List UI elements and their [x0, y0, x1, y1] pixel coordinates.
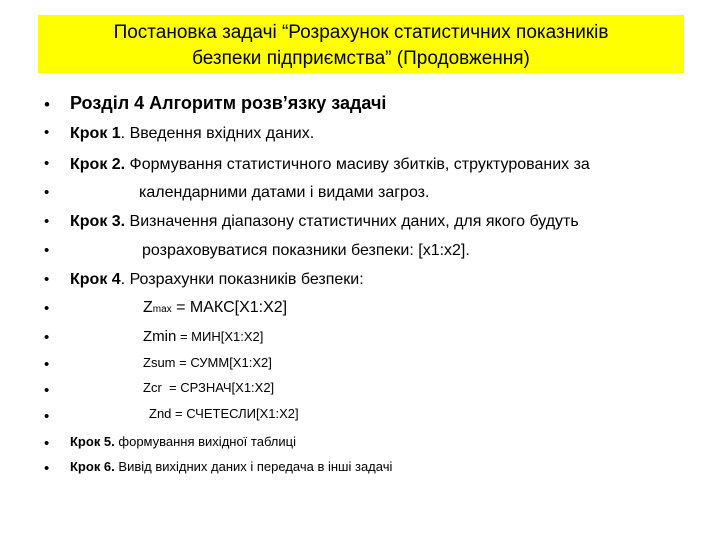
formula-zmax-subscript: max: [152, 304, 172, 315]
step-1-label: Крок 1: [70, 125, 121, 142]
formula-zmin-expr: = МИН[X1:X2]: [176, 329, 264, 344]
bullet-icon: •: [44, 271, 50, 288]
step-4: [70, 270, 364, 289]
step-6-label: Крок 6.: [70, 459, 115, 474]
title-line-1: Постановка задачі “Розрахунок статистичних показників: [113, 22, 609, 43]
bullet-icon: •: [44, 382, 50, 399]
step-3-text: Визначення діапазону статистичних даних, для якого будуть: [125, 213, 579, 230]
step-5-label: Крок 5.: [70, 434, 115, 449]
step-2-label: Крок 2.: [70, 156, 126, 173]
bullet-icon: •: [44, 408, 50, 425]
formula-zmax-var: Z: [143, 299, 153, 316]
step-5: [70, 434, 296, 450]
step-4-text: . Розрахунки показників безпеки:: [120, 271, 364, 288]
formula-zsum: Zsum = СУММ[X1:X2]: [143, 355, 272, 370]
title-line-2: безпеки підприємства” (Продовження): [192, 48, 530, 69]
section-heading: Розділ 4 Алгоритм розв’язку задачі: [70, 93, 387, 113]
step-4-label: Крок 4: [70, 271, 121, 288]
step-1: [70, 124, 314, 143]
bullet-icon: •: [44, 184, 50, 201]
bullet-icon: •: [44, 300, 50, 317]
step-2-continuation: календарними датами і видами загроз.: [139, 184, 430, 201]
bullet-icon: •: [44, 329, 50, 346]
step-2-text: Формування статистичного масиву збитків, структурованих за: [125, 156, 590, 173]
step-2: [70, 155, 590, 174]
formula-znd: Znd = СЧЕТЕСЛИ[X1:X2]: [149, 406, 299, 421]
bullet-icon: •: [44, 213, 50, 230]
bullet-icon: •: [44, 460, 50, 477]
step-3-label: Крок 3.: [70, 213, 126, 230]
step-5-text: формування вихідної таблиці: [114, 434, 296, 449]
bullet-icon: •: [44, 356, 50, 373]
formula-zmin: [143, 328, 263, 346]
step-1-text: . Введення вхідних даних.: [120, 125, 315, 142]
step-6: [70, 459, 392, 475]
step-3: [70, 212, 579, 231]
title-banner: [38, 15, 684, 73]
formula-zmax-expr: = МАКС[X1:X2]: [171, 299, 288, 316]
bullet-icon: •: [44, 155, 50, 172]
bullet-icon: •: [44, 435, 50, 452]
formula-zmin-var: Zmin: [143, 328, 177, 345]
step-6-text: Вивід вихідних даних і передача в інші задачі: [114, 459, 393, 474]
bullet-icon: •: [44, 95, 50, 114]
bullet-icon: •: [44, 124, 50, 141]
formula-zcr: Zcr = СРЗНАЧ[X1:X2]: [143, 380, 275, 395]
formula-zmax: [143, 298, 287, 319]
bullet-icon: •: [44, 242, 50, 259]
step-3-continuation: розраховуватися показники безпеки: [x1:x2].: [142, 242, 470, 259]
